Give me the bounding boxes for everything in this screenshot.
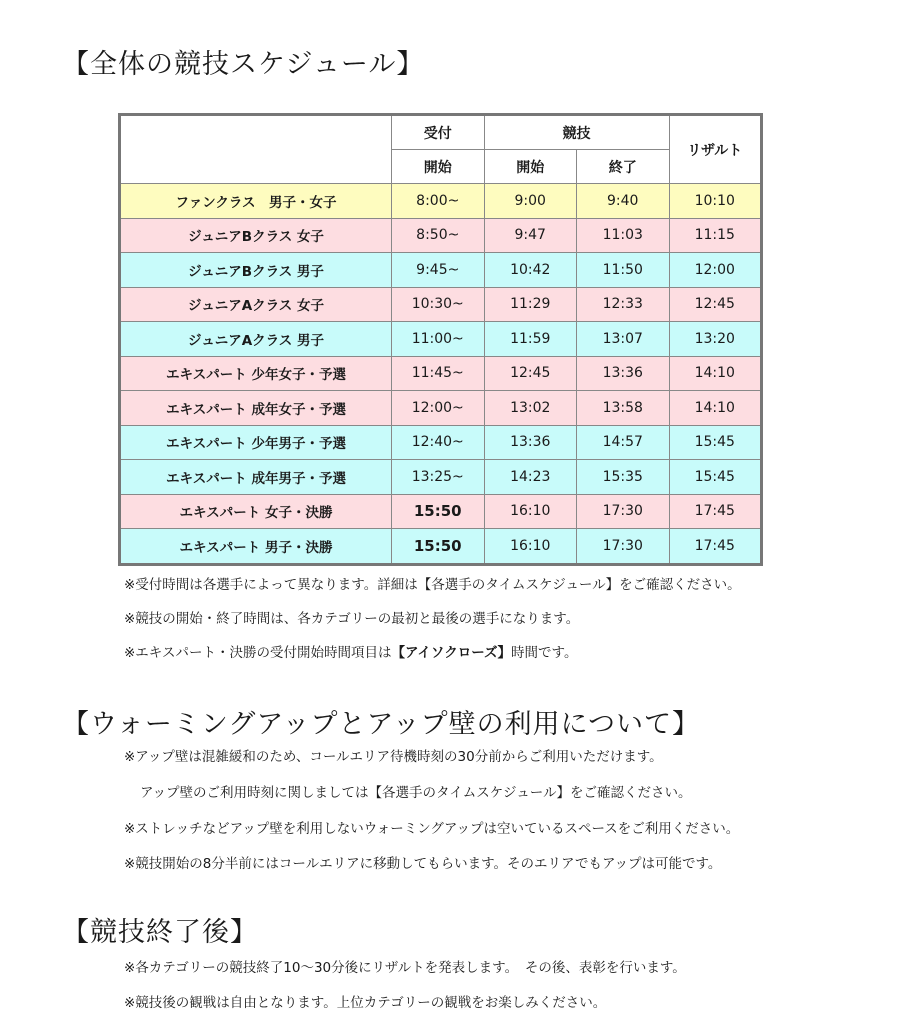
row-result: 10:10	[669, 184, 762, 219]
row-reception: 15:50	[392, 494, 485, 529]
row-end: 13:36	[577, 356, 670, 391]
row-start: 11:29	[484, 287, 577, 322]
row-end: 9:40	[577, 184, 670, 219]
table-row	[120, 287, 762, 322]
row-end: 13:07	[577, 322, 670, 357]
row-reception: 8:00~	[392, 184, 485, 219]
row-category: エキスパート 成年女子・予選	[120, 391, 392, 426]
row-start: 12:45	[484, 356, 577, 391]
table-row	[120, 529, 762, 565]
row-category: エキスパート 少年男子・予選	[120, 425, 392, 460]
row-start: 9:00	[484, 184, 577, 219]
table-row	[120, 218, 762, 253]
table-row	[120, 460, 762, 495]
row-category: ジュニアBクラス 男子	[120, 253, 392, 288]
row-end: 11:03	[577, 218, 670, 253]
note-warmup-stretch: ※ストレッチなどアップ壁を利用しないウォーミングアップは空いているスペースをご利用ください。	[124, 821, 740, 837]
row-end: 17:30	[577, 494, 670, 529]
row-end: 14:57	[577, 425, 670, 460]
row-result: 15:45	[669, 460, 762, 495]
row-end: 12:33	[577, 287, 670, 322]
row-result: 17:45	[669, 529, 762, 565]
row-start: 13:36	[484, 425, 577, 460]
row-end: 11:50	[577, 253, 670, 288]
note-reception-time: ※受付時間は各選手によって異なります。詳細は【各選手のタイムスケジュール】をご確認ください。	[124, 577, 741, 593]
note-isolation-post: 時間です。	[511, 645, 578, 661]
row-category: エキスパート 成年男子・予選	[120, 460, 392, 495]
note-warmup-time: アップ壁のご利用時刻に関しましては【各選手のタイムスケジュール】をご確認ください。	[140, 785, 692, 801]
header-competition: 競技	[484, 115, 669, 150]
row-category: ジュニアAクラス 男子	[120, 322, 392, 357]
note-spectating: ※競技後の観戦は自由となります。上位カテゴリーの観戦をお楽しみください。	[124, 995, 607, 1011]
row-category: エキスパート 女子・決勝	[120, 494, 392, 529]
row-start: 16:10	[484, 494, 577, 529]
row-reception: 9:45~	[392, 253, 485, 288]
table-row	[120, 184, 762, 219]
note-isolation-close	[124, 641, 577, 661]
row-result: 17:45	[669, 494, 762, 529]
after-section-title: 【競技終了後】	[62, 917, 258, 948]
row-category: ファンクラス 男子・女子	[120, 184, 392, 219]
note-results: ※各カテゴリーの競技終了10〜30分後にリザルトを発表します。 その後、表彰を行います。	[124, 960, 686, 976]
table-row	[120, 322, 762, 357]
header-category-blank	[120, 115, 392, 184]
row-result: 11:15	[669, 218, 762, 253]
row-result: 15:45	[669, 425, 762, 460]
row-reception: 11:00~	[392, 322, 485, 357]
row-reception: 10:30~	[392, 287, 485, 322]
row-category: エキスパート 男子・決勝	[120, 529, 392, 565]
row-category: ジュニアBクラス 女子	[120, 218, 392, 253]
header-result: リザルト	[669, 115, 762, 184]
row-result: 12:45	[669, 287, 762, 322]
row-start: 13:02	[484, 391, 577, 426]
row-result: 14:10	[669, 356, 762, 391]
schedule-section-title: 【全体の競技スケジュール】	[62, 49, 425, 80]
row-reception: 12:00~	[392, 391, 485, 426]
row-start: 9:47	[484, 218, 577, 253]
table-row	[120, 494, 762, 529]
row-end: 13:58	[577, 391, 670, 426]
note-call-area: ※競技開始の8分半前にはコールエリアに移動してもらいます。そのエリアでもアップは可能です。	[124, 856, 722, 872]
row-result: 13:20	[669, 322, 762, 357]
row-reception: 12:40~	[392, 425, 485, 460]
note-isolation-pre: ※エキスパート・決勝の受付開始時間項目は	[124, 645, 392, 661]
table-row	[120, 356, 762, 391]
row-category: エキスパート 少年女子・予選	[120, 356, 392, 391]
row-reception: 8:50~	[392, 218, 485, 253]
warmup-section-title: 【ウォーミングアップとアップ壁の利用について】	[62, 709, 701, 740]
row-result: 14:10	[669, 391, 762, 426]
table-row	[120, 253, 762, 288]
note-warmup-wall: ※アップ壁は混雑緩和のため、コールエリア待機時刻の30分前からご利用いただけます。	[124, 749, 663, 765]
row-start: 16:10	[484, 529, 577, 565]
header-start: 開始	[484, 150, 577, 184]
row-reception: 15:50	[392, 529, 485, 565]
row-reception: 13:25~	[392, 460, 485, 495]
note-isolation-bold: 【アイソクローズ】	[391, 645, 512, 661]
row-reception: 11:45~	[392, 356, 485, 391]
schedule-table	[118, 113, 763, 566]
row-result: 12:00	[669, 253, 762, 288]
row-end: 15:35	[577, 460, 670, 495]
row-start: 10:42	[484, 253, 577, 288]
header-reception-top: 受付	[392, 115, 485, 150]
row-category: ジュニアAクラス 女子	[120, 287, 392, 322]
note-competition-time: ※競技の開始・終了時間は、各カテゴリーの最初と最後の選手になります。	[124, 611, 580, 627]
header-reception-bottom: 開始	[392, 150, 485, 184]
row-start: 14:23	[484, 460, 577, 495]
row-start: 11:59	[484, 322, 577, 357]
row-end: 17:30	[577, 529, 670, 565]
header-end: 終了	[577, 150, 670, 184]
table-row	[120, 391, 762, 426]
table-row	[120, 425, 762, 460]
